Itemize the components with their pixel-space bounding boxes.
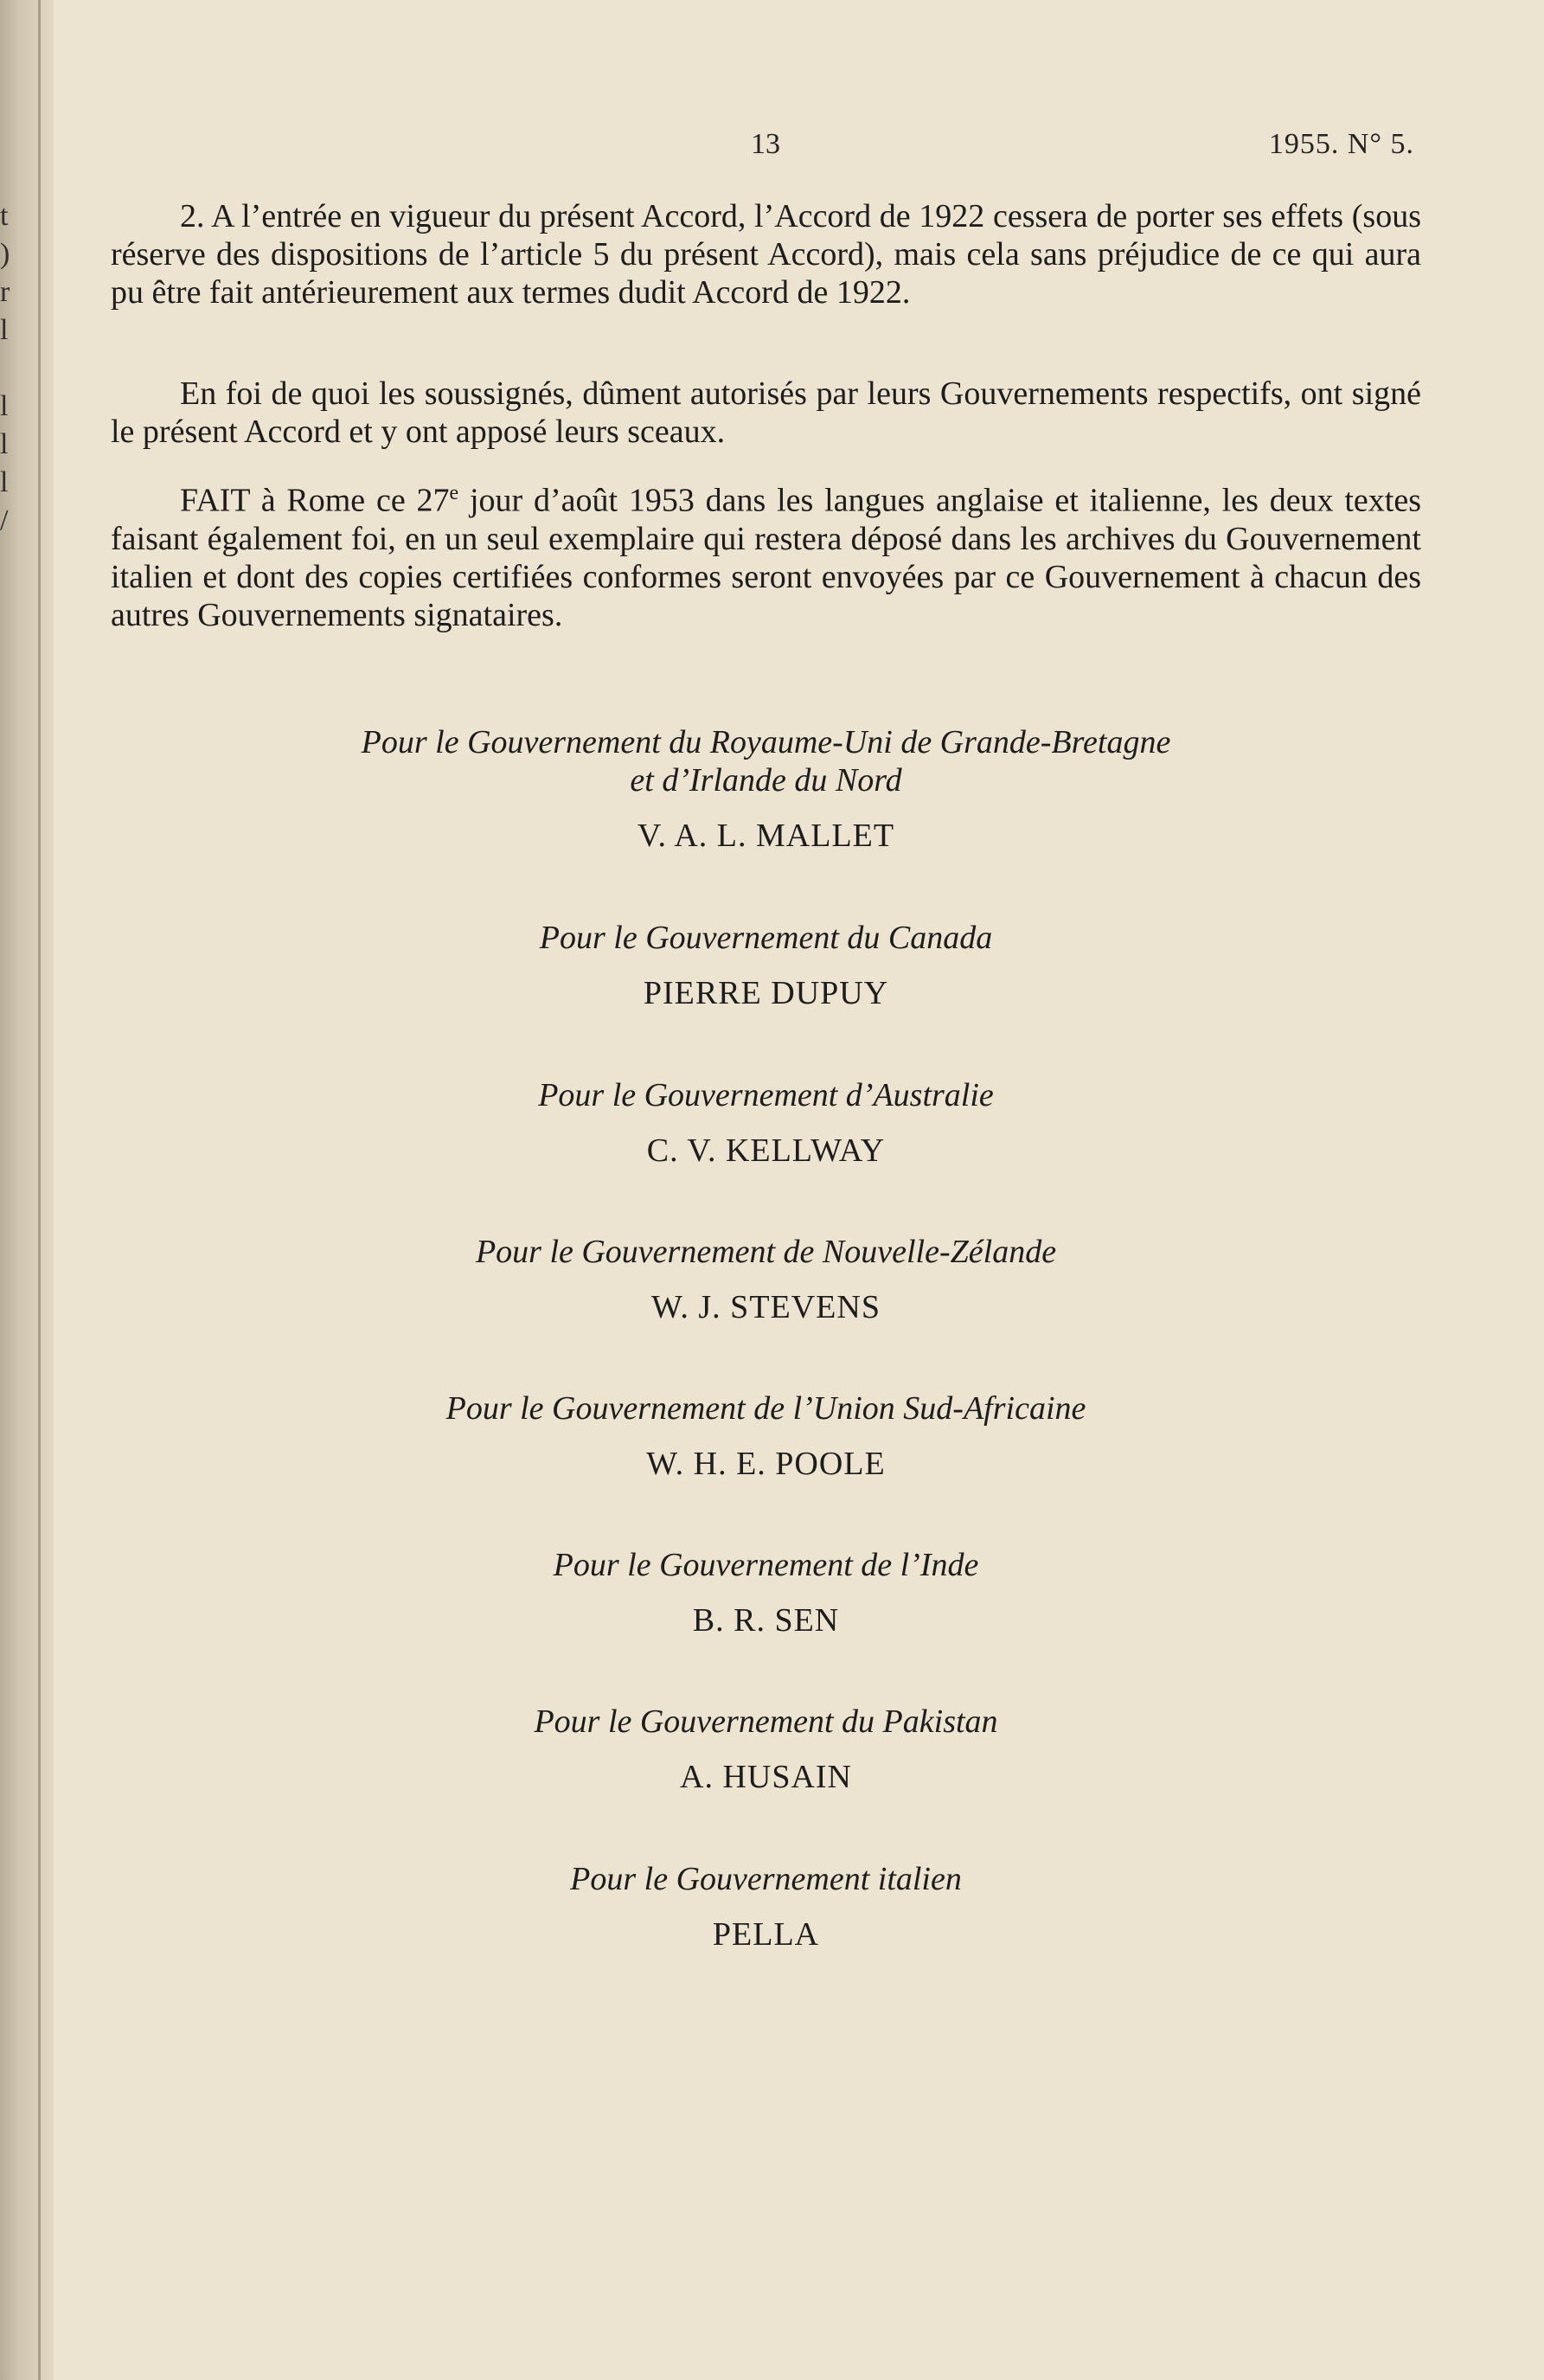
margin-mark [0, 350, 14, 388]
margin-mark: ) [0, 238, 10, 270]
signature-block-uk [111, 723, 1421, 855]
paragraph-entry-into-force: 2. A l’entrée en vigueur du présent Accord, l’Accord de 1922 cessera de porter ses effets (sous réserve des dispositions de l’article 5 du présent Accord), mais cela sans préjudice de ce qui aura pu être fait antérieurement aux termes dudit Accord de 1922. [111, 198, 1421, 311]
page-number: 13 [751, 128, 780, 160]
signature-block-india [111, 1546, 1421, 1639]
margin-mark: l [0, 390, 9, 422]
margin-marks [0, 197, 14, 540]
signatory-name: W. H. E. POOLE [646, 1446, 886, 1482]
signature-block-australia [111, 1076, 1421, 1170]
signature-government: Pour le Gouvernement italien [570, 1861, 962, 1897]
margin-mark: t [0, 200, 9, 232]
signature-block-new-zealand [111, 1233, 1421, 1326]
signature-government: Pour le Gouvernement du Canada [539, 920, 993, 956]
signatory-name: PIERRE DUPUY [643, 975, 889, 1011]
signature-block-canada [111, 919, 1421, 1012]
margin-mark: r [0, 276, 10, 308]
signatory-name: B. R. SEN [692, 1602, 840, 1639]
margin-mark: / [0, 504, 9, 536]
ordinal-superscript: e [449, 482, 459, 504]
done-text-start: FAIT à Rome ce 27 [180, 482, 450, 519]
paragraph-done-at-rome [111, 474, 1421, 634]
signature-government: Pour le Gouvernement de l’Inde [553, 1547, 979, 1583]
signature-government: Pour le Gouvernement de Nouvelle-Zélande [475, 1234, 1057, 1270]
signature-government-continued: et d’Irlande du Nord [630, 762, 902, 799]
paragraph-in-witness: En foi de quoi les soussignés, dûment autorisés par leurs Gouvernements respectifs, ont signé le présent Accord et y ont apposé leurs sceaux. [111, 375, 1421, 450]
margin-mark: l [0, 314, 9, 346]
signature-block-italy [111, 1860, 1421, 1953]
done-text-end: jour d’août 1953 dans les langues anglaise et italienne, les deux textes faisant également foi, en un seul exemplaire qui restera déposé dans les archives du Gouvernement italien et dont des copies certifiées conformes seront envoyées par ce Gouvernement à chacun des autres Gouvernements signataires. [111, 482, 1421, 633]
margin-mark: l [0, 466, 9, 498]
document-reference: 1955. N° 5. [1268, 128, 1414, 160]
signature-government: Pour le Gouvernement d’Australie [538, 1077, 994, 1113]
signature-government: Pour le Gouvernement du Royaume-Uni de Grande-Bretagne [361, 724, 1171, 760]
signature-block-south-africa [111, 1389, 1421, 1483]
signatory-name: W. J. STEVENS [651, 1289, 881, 1325]
signature-government: Pour le Gouvernement du Pakistan [534, 1703, 998, 1740]
signatory-name: V. A. L. MALLET [637, 818, 895, 854]
binding-line [38, 0, 41, 2380]
signature-government: Pour le Gouvernement de l’Union Sud-Africaine [445, 1390, 1086, 1427]
margin-mark: l [0, 428, 9, 460]
signatory-name: PELLA [712, 1916, 820, 1953]
signature-block-pakistan [111, 1703, 1421, 1796]
signatory-name: A. HUSAIN [680, 1759, 852, 1795]
signatory-name: C. V. KELLWAY [646, 1132, 886, 1169]
